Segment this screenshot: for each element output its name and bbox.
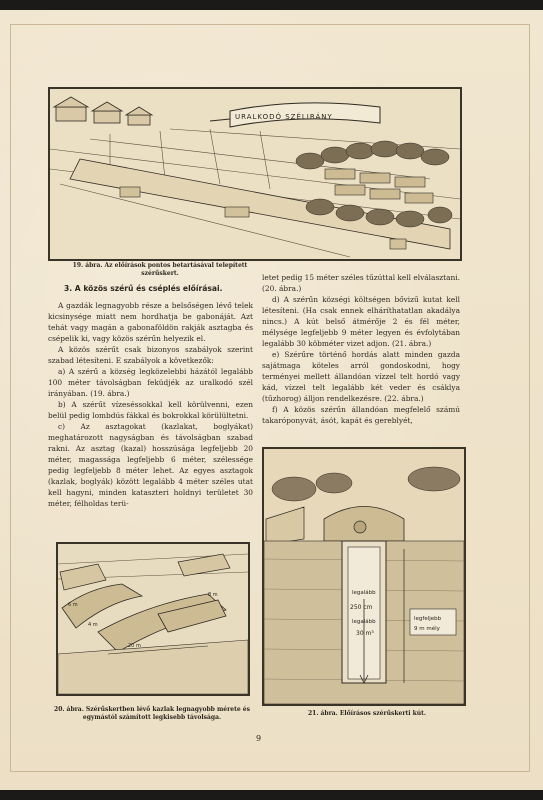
paragraph-rules-intro: A közös szérűt csak bizonyos szabályok szerint szabad létesíteni. E szabályok a következők: <box>48 345 253 365</box>
figure-19-caption: 19. ábra. Az előírások pontos betartásával telepített szérűskert. <box>72 262 248 277</box>
threshing-yard-drawing <box>50 89 460 259</box>
paragraph-rule-c-cont: letet pedig 15 méter széles tűzúttal kell elválasztani. (20. ábra.) <box>262 273 460 293</box>
well-volume-label: 30 m³ <box>356 630 374 637</box>
section-heading: 3. A közös szérű és cséplés előírásai. <box>64 284 223 293</box>
figure-20-caption: 20. ábra. Szérűskertben lévő kazlak legnagyobb mérete és egymástól számított legkisebb távolsága. <box>54 706 250 721</box>
well-drawing <box>264 449 464 704</box>
stack-height-label: 6 m <box>68 602 78 608</box>
wind-direction-label: URALKODÓ SZÉLIRÁNY <box>235 113 333 121</box>
paragraph-intro: A gazdák legnagyobb része a belsőségen lévő telek kicsinysége miatt nem hordhatja be gabonáját. Azt tehát vagy magán a gabonaföldön rakják asztagba és csépelik ki, vagy közös szérűn helyezik el. <box>48 301 253 343</box>
well-min-label: legalább <box>352 590 376 596</box>
left-text-column <box>48 300 253 509</box>
figure-19-illustration <box>48 87 462 261</box>
stack-gap-label: 4 m <box>88 622 98 628</box>
figure-20-illustration <box>56 542 250 696</box>
well-depth-min-label: legalább <box>352 619 376 625</box>
page-sheet <box>0 10 543 790</box>
well-diameter-label: 250 cm <box>350 604 373 611</box>
stack-width-label: 8 m <box>208 592 218 598</box>
paragraph-rule-b: b) A szérűt vízeséssokkal kell körülvenni, ezen belül pedig lombdús fákkal és bokrokkal körülültetni. <box>48 400 253 420</box>
right-text-column <box>262 272 460 426</box>
stack-length-label: 20 m <box>128 643 141 649</box>
figure-21-caption: 21. ábra. Előírásos szérűskerti kút. <box>307 710 427 717</box>
well-depth-max-label: 9 m mély <box>414 626 440 632</box>
paragraph-rule-a: a) A szérű a község legközelebbi házától legalább 100 méter távolságban feküdjék az uralkodó szél irányában. (19. ábra.) <box>48 367 253 398</box>
haystacks-drawing <box>58 544 248 694</box>
page-number: 9 <box>256 734 262 743</box>
figure-21-illustration <box>262 447 466 706</box>
paragraph-rule-c: c) Az asztagokat (kazlakat, boglyákat) meghatározott nagyságban és távolságban szabad rakni. Az asztag (kazal) hosszúsága legfeljebb 20 méter, magassága legfeljebb 6 méter, szélessége pedig legfeljebb 8 méter lehet. Az egyes asztagok (kazlak, boglyák) között legalább 4 méter széles utat kell hagyni, minden kataszteri holdnyi területet 30 méter, félholdas terü- <box>48 422 253 508</box>
well-max-label: legfeljebb <box>414 616 442 622</box>
paragraph-rule-f: f) A közös szérűn állandóan megfelelő számú takaróponyvát, ásót, kapát és gereblyét, <box>262 405 460 425</box>
paragraph-rule-e: e) Szérűre történő hordás alatt minden gazda sajátmaga köteles arról gondoskodni, hogy terményei mellett állandóan vízzel telt hordó vagy kád, vízzel telt legalább két veder és csáklya (tűzhorog) álljon rendelkezésre. (22. ábra.) <box>262 350 460 403</box>
paragraph-rule-d: d) A szérűn községi költségen bővizű kutat kell létesíteni. (Ha csak ennek elháríthatatlan akadálya nincs.) A kút belső átmérője 2 és fél méter, mélysége legfeljebb 9 méter legyen és évfolytában legalább 30 köbméter vizet adjon. (21. ábra.) <box>262 295 460 348</box>
